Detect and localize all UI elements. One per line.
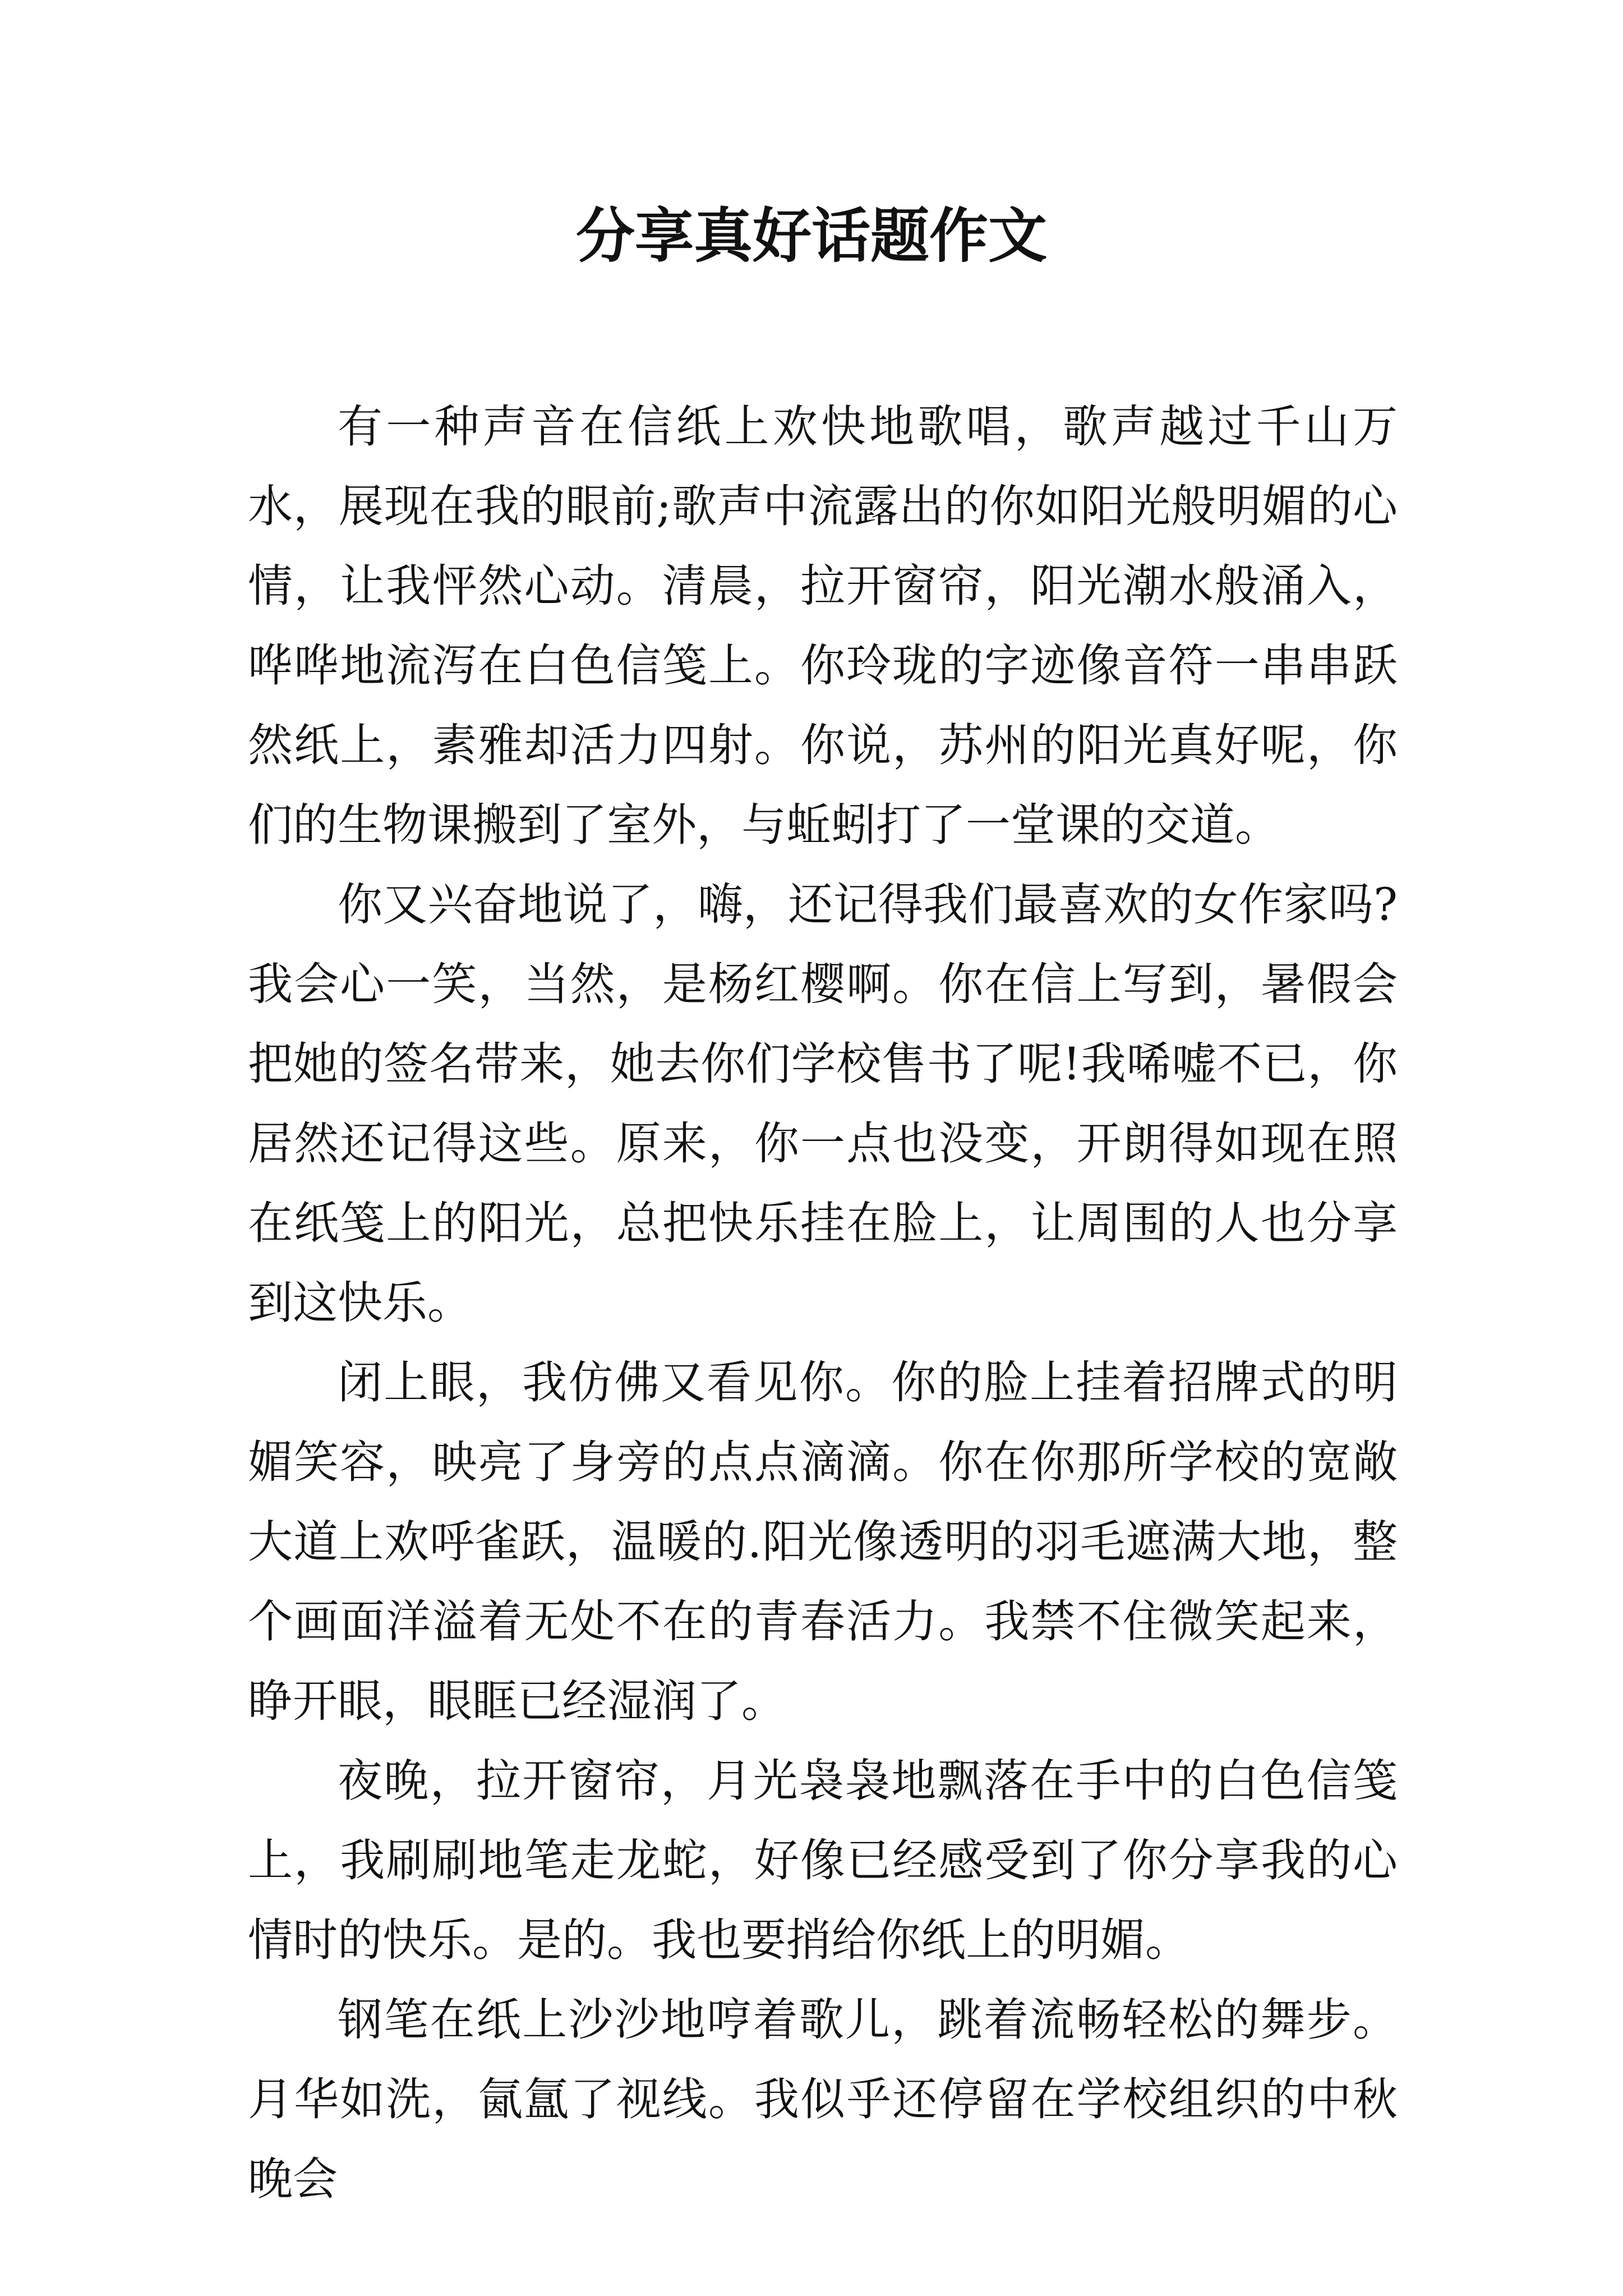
paragraph: 你又兴奋地说了，嗨，还记得我们最喜欢的女作家吗?我会心一笑，当然，是杨红樱啊。你在信上写到，暑假会把她的签名带来，她去你们学校售书了呢!我唏嘘不已，你居然还记得这些。原来，你一点也没变，开朗得如现在照在纸笺上的阳光，总把快乐挂在脸上，让周围的人也分享到这快乐。	[248, 878, 1398, 1329]
paragraph: 闭上眼，我仿佛又看见你。你的脸上挂着招牌式的明媚笑容，映亮了身旁的点点滴滴。你在你那所学校的宽敞大道上欢呼雀跃，温暖的.阳光像透明的羽毛遮满大地，整个画面洋溢着无处不在的青春活力。我禁不住微笑起来，睁开眼，眼眶已经湿润了。	[248, 1356, 1398, 1727]
paragraph: 有一种声音在信纸上欢快地歌唱，歌声越过千山万水，展现在我的眼前;歌声中流露出的你如阳光般明媚的心情，让我怦然心动。清晨，拉开窗帘，阳光潮水般涌入，哗哗地流泻在白色信笺上。你玲珑的字迹像音符一串串跃然纸上，素雅却活力四射。你说，苏州的阳光真好呢，你们的生物课搬到了室外，与蚯蚓打了一堂课的交道。	[248, 401, 1398, 851]
paragraph: 夜晚，拉开窗帘，月光袅袅地飘落在手中的白色信笺上，我刷刷地笔走龙蛇，好像已经感受到了你分享我的心情时的快乐。是的。我也要捎给你纸上的明媚。	[248, 1755, 1398, 1966]
paragraph: 钢笔在纸上沙沙地哼着歌儿，跳着流畅轻松的舞步。月华如洗，氤氲了视线。我似乎还停留在学校组织的中秋晚会	[248, 1994, 1398, 2205]
document-title: 分享真好话题作文	[575, 201, 1047, 270]
document-body	[248, 387, 1398, 2219]
